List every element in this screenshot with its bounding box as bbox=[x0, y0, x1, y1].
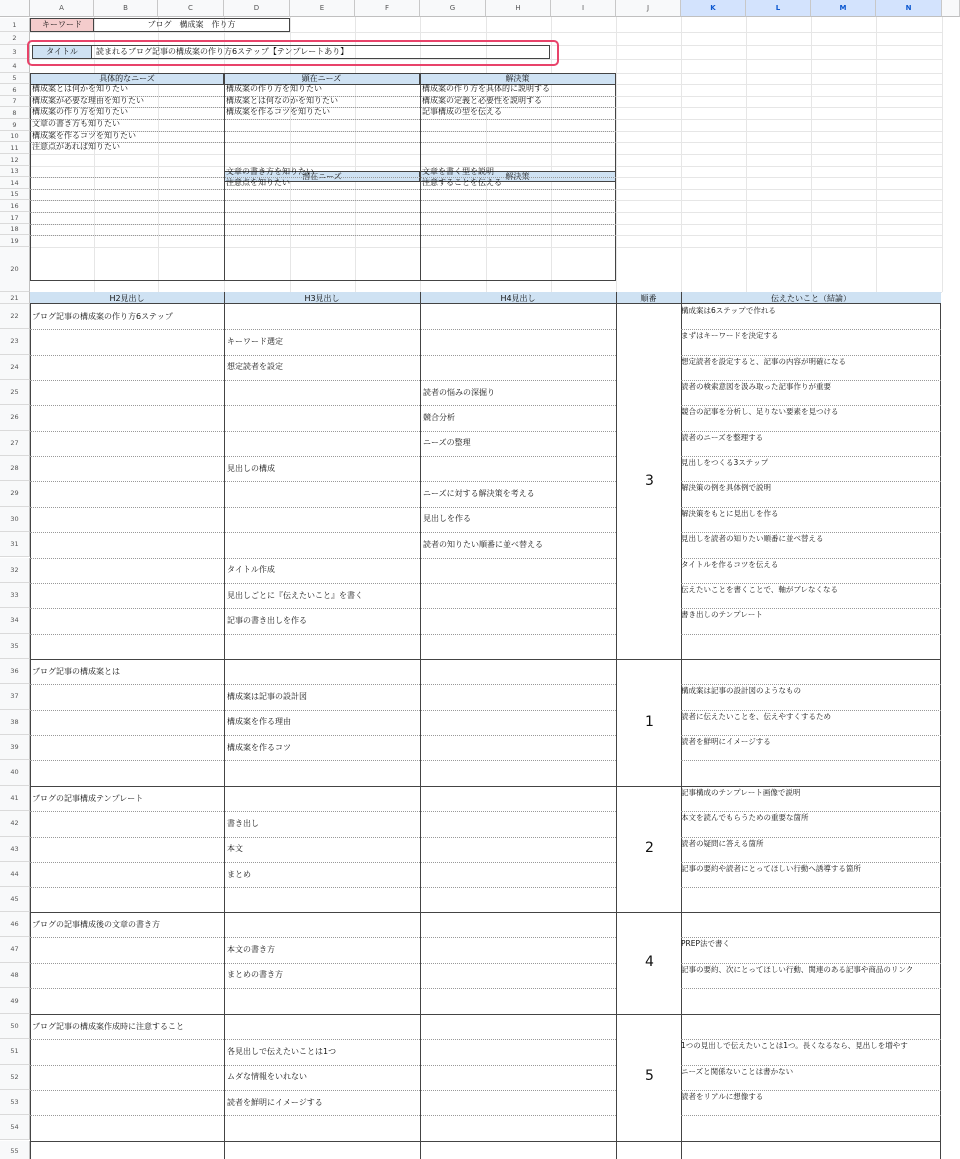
h4-header: H4見出し bbox=[500, 294, 536, 303]
conclusion-cell[interactable]: 記事の要約や読者にとってほしい行動へ誘導する箇所 bbox=[681, 863, 861, 873]
row-rule bbox=[30, 684, 616, 685]
apparent-need[interactable]: 構成案を作るコツを知りたい bbox=[226, 107, 330, 116]
order-number[interactable]: 1 bbox=[645, 713, 654, 730]
h4-heading[interactable]: 読者の知りたい順番に並べ替える bbox=[423, 539, 543, 549]
conclusion-row-rule bbox=[681, 1115, 941, 1116]
row-header-12[interactable]: 12 bbox=[0, 154, 30, 166]
row-rule bbox=[30, 988, 616, 989]
column-header-j[interactable]: J bbox=[616, 0, 681, 17]
row-header-33[interactable]: 33 bbox=[0, 583, 30, 608]
row-rule bbox=[30, 735, 616, 736]
keyword-value[interactable]: ブログ 構成案 作り方 bbox=[94, 18, 290, 32]
apparent-solution[interactable]: 記事構成の型を伝える bbox=[422, 107, 502, 116]
row-header-26[interactable]: 26 bbox=[0, 405, 30, 430]
specific-need[interactable]: 構成案が必要な理由を知りたい bbox=[32, 96, 144, 105]
row-header-5[interactable]: 5 bbox=[0, 73, 30, 84]
h2-heading[interactable]: ブログ記事の構成案の作り方6ステップ bbox=[32, 311, 173, 321]
keyword-label[interactable]: キーワード bbox=[30, 18, 94, 32]
row-rule bbox=[30, 1115, 616, 1116]
row-header-39[interactable]: 39 bbox=[0, 735, 30, 760]
h4-heading[interactable]: 競合分析 bbox=[423, 413, 455, 423]
h3-heading[interactable]: 本文 bbox=[227, 844, 243, 854]
row-header-15[interactable]: 15 bbox=[0, 189, 30, 200]
conclusion-row-rule bbox=[681, 1090, 941, 1091]
title-label[interactable]: タイトル bbox=[32, 45, 92, 59]
apparent-need[interactable]: 構成案とは何なのかを知りたい bbox=[226, 96, 338, 105]
conclusion-cell[interactable]: 書き出しのテンプレート bbox=[681, 610, 763, 620]
row-header-42[interactable]: 42 bbox=[0, 811, 30, 836]
row-rule bbox=[30, 1090, 616, 1091]
needs-row-rule bbox=[30, 177, 616, 178]
row-header-43[interactable]: 43 bbox=[0, 837, 30, 862]
row-header-11[interactable]: 11 bbox=[0, 142, 30, 154]
h3-heading[interactable]: 記事の書き出しを作る bbox=[227, 615, 307, 625]
apparent-solution[interactable]: 構成案の定義と必要性を説明する bbox=[422, 96, 542, 105]
order-number[interactable]: 5 bbox=[645, 1068, 654, 1085]
section-rule bbox=[30, 786, 941, 787]
row-rule bbox=[30, 862, 616, 863]
row-rule bbox=[30, 963, 616, 964]
row-header-52[interactable]: 52 bbox=[0, 1065, 30, 1090]
row-header-29[interactable]: 29 bbox=[0, 481, 30, 506]
row-header-48[interactable]: 48 bbox=[0, 963, 30, 988]
row-header-32[interactable]: 32 bbox=[0, 558, 30, 583]
conclusion-row-rule bbox=[681, 431, 941, 432]
needs-row-rule bbox=[30, 224, 616, 225]
h3-heading[interactable]: 想定読者を設定 bbox=[227, 362, 283, 372]
h3-heading[interactable]: まとめ bbox=[227, 869, 251, 879]
row-rule bbox=[30, 583, 616, 584]
conclusion-row-rule bbox=[681, 558, 941, 559]
row-rule bbox=[30, 1065, 616, 1066]
row-header-20[interactable]: 20 bbox=[0, 247, 30, 292]
conclusion-row-rule bbox=[681, 988, 941, 989]
h3-heading[interactable]: 各見出しで伝えたいことは1つ bbox=[227, 1046, 337, 1056]
row-header-34[interactable]: 34 bbox=[0, 608, 30, 633]
column-header-filler bbox=[942, 0, 960, 17]
row-header-31[interactable]: 31 bbox=[0, 532, 30, 557]
conclusion-cell[interactable]: 見出しをつくる3ステップ bbox=[681, 458, 769, 468]
h2-heading[interactable]: ブログの記事構成テンプレート bbox=[32, 793, 144, 803]
row-header-30[interactable]: 30 bbox=[0, 507, 30, 532]
conclusion-cell[interactable]: PREP法で書く bbox=[681, 939, 730, 949]
row-header-8[interactable]: 8 bbox=[0, 107, 30, 119]
h3-heading[interactable]: 読者を鮮明にイメージする bbox=[227, 1097, 323, 1107]
conclusion-row-rule bbox=[681, 862, 941, 863]
solution-header: 解決策 bbox=[420, 74, 615, 84]
row-rule bbox=[30, 837, 616, 838]
row-header-55[interactable]: 55 bbox=[0, 1141, 30, 1159]
specific-need[interactable]: 構成案とは何かを知りたい bbox=[32, 84, 128, 93]
conclusion-cell[interactable]: 1つの見出しで伝えたいことは1つ。長くなるなら、見出しを増やす bbox=[681, 1041, 908, 1051]
order-number[interactable]: 4 bbox=[645, 954, 654, 970]
h3-heading[interactable]: 構成案を作るコツ bbox=[227, 742, 291, 752]
h3-heading[interactable]: 見出しごとに『伝えたいこと』を書く bbox=[227, 590, 363, 600]
row-rule bbox=[30, 431, 616, 432]
row-header-19[interactable]: 19 bbox=[0, 235, 30, 247]
row-header-50[interactable]: 50 bbox=[0, 1014, 30, 1039]
row-header-41[interactable]: 41 bbox=[0, 786, 30, 811]
row-header-7[interactable]: 7 bbox=[0, 96, 30, 107]
latent-need[interactable]: 文章の書き方を知りたい bbox=[226, 167, 314, 176]
conclusion-cell[interactable]: 読者の疑問に答える箇所 bbox=[681, 838, 764, 848]
needs-row-rule bbox=[30, 119, 616, 120]
conclusion-row-rule bbox=[681, 355, 941, 356]
gridline-v bbox=[942, 17, 943, 292]
column-header-n[interactable]: N bbox=[876, 0, 942, 17]
conclusion-cell[interactable]: 解決策をもとに見出しを作る bbox=[681, 508, 779, 518]
row-header-51[interactable]: 51 bbox=[0, 1039, 30, 1064]
conclusion-row-rule bbox=[681, 583, 941, 584]
column-header-b[interactable]: B bbox=[94, 0, 158, 17]
row-header-14[interactable]: 14 bbox=[0, 177, 30, 189]
row-rule bbox=[30, 405, 616, 406]
conclusion-cell[interactable]: 見出しを読者の知りたい順番に並べ替える bbox=[681, 534, 824, 544]
conclusion-cell[interactable]: 読者をリアルに想像する bbox=[681, 1091, 764, 1101]
specific-need[interactable]: 構成案の作り方を知りたい bbox=[32, 107, 128, 116]
conclusion-cell[interactable]: タイトルを作るコツを伝える bbox=[681, 559, 779, 569]
outline-col-divider bbox=[224, 292, 225, 1159]
apparent-need[interactable]: 構成案の作り方を知りたい bbox=[226, 84, 322, 93]
row-header-46[interactable]: 46 bbox=[0, 912, 30, 937]
column-header-i[interactable]: I bbox=[551, 0, 616, 17]
row-rule bbox=[30, 532, 616, 533]
needs-row-rule bbox=[30, 212, 616, 213]
conclusion-cell[interactable]: 構成案は記事の設計図のようなもの bbox=[681, 686, 801, 696]
conclusion-row-rule bbox=[681, 837, 941, 838]
conclusion-cell[interactable]: 記事構成のテンプレート画像で説明 bbox=[681, 788, 801, 797]
h3-heading[interactable]: 構成案を作る理由 bbox=[227, 717, 291, 727]
conclusion-row-rule bbox=[681, 887, 941, 888]
column-header-f[interactable]: F bbox=[355, 0, 420, 17]
gridline-h bbox=[30, 32, 942, 33]
row-header-18[interactable]: 18 bbox=[0, 224, 30, 235]
row-header-22[interactable]: 22 bbox=[0, 304, 30, 329]
row-header-54[interactable]: 54 bbox=[0, 1115, 30, 1140]
row-rule bbox=[30, 608, 616, 609]
row-header-47[interactable]: 47 bbox=[0, 937, 30, 962]
needs-row-rule bbox=[30, 96, 616, 97]
h3-heading[interactable]: 本文の書き方 bbox=[227, 944, 275, 954]
row-rule bbox=[30, 811, 616, 812]
title-highlight-box bbox=[27, 40, 559, 66]
conclusion-row-rule bbox=[681, 963, 941, 964]
specific-need[interactable]: 構成案を作るコツを知りたい bbox=[32, 131, 136, 140]
column-header-h[interactable]: H bbox=[486, 0, 551, 17]
h3-heading[interactable]: 構成案は記事の設計図 bbox=[227, 691, 307, 701]
conclusion-cell[interactable]: 想定読者を設定すると、記事の内容が明確になる bbox=[681, 356, 846, 366]
row-header-25[interactable]: 25 bbox=[0, 380, 30, 405]
row-header-13[interactable]: 13 bbox=[0, 166, 30, 177]
row-header-17[interactable]: 17 bbox=[0, 212, 30, 224]
conclusion-cell[interactable]: 競合の記事を分析し、足りない要素を見つける bbox=[681, 407, 839, 417]
row-header-1[interactable]: 1 bbox=[0, 18, 30, 32]
order-header: 順番 bbox=[640, 294, 657, 303]
h3-heading[interactable]: ムダな情報をいれない bbox=[227, 1072, 307, 1082]
row-header-3[interactable]: 3 bbox=[0, 45, 30, 59]
conclusion-row-rule bbox=[681, 532, 941, 533]
row-rule bbox=[30, 1039, 616, 1040]
needs-row-rule bbox=[30, 142, 616, 143]
conclusion-cell[interactable]: 本文を読んでもらうための重要な箇所 bbox=[681, 813, 809, 823]
h3-heading[interactable]: 書き出し bbox=[227, 818, 259, 828]
section-rule bbox=[30, 912, 941, 913]
h2-heading[interactable]: ブログ記事の構成案作成時に注意すること bbox=[32, 1021, 184, 1031]
column-header-a[interactable]: A bbox=[30, 0, 94, 17]
conclusion-row-rule bbox=[681, 760, 941, 761]
conclusion-row-rule bbox=[681, 456, 941, 457]
row-header-10[interactable]: 10 bbox=[0, 131, 30, 142]
h4-heading[interactable]: ニーズに対する解決策を考える bbox=[423, 489, 535, 499]
conclusion-cell[interactable]: 構成案は6ステップで作れる bbox=[681, 306, 776, 315]
row-header-45[interactable]: 45 bbox=[0, 887, 30, 912]
row-header-53[interactable]: 53 bbox=[0, 1090, 30, 1115]
conclusion-cell[interactable]: 記事の要約、次にとってほしい行動、関連のある記事や商品のリンク bbox=[681, 964, 914, 974]
conclusion-header: 伝えたいこと（結論） bbox=[771, 294, 851, 303]
h3-heading[interactable]: まとめの書き方 bbox=[227, 970, 283, 980]
row-rule bbox=[30, 937, 616, 938]
row-rule bbox=[30, 329, 616, 330]
column-header-m[interactable]: M bbox=[811, 0, 876, 17]
conclusion-cell[interactable]: 伝えたいことを書くことで、軸がブレなくなる bbox=[681, 584, 839, 594]
order-number[interactable]: 3 bbox=[645, 472, 654, 489]
h4-heading[interactable]: ニーズの整理 bbox=[423, 438, 471, 448]
conclusion-cell[interactable]: 読者の検索意図を汲み取った記事作りが重要 bbox=[681, 382, 831, 392]
h4-heading[interactable]: 読者の悩みの深掘り bbox=[423, 387, 495, 397]
row-rule bbox=[30, 380, 616, 381]
section-rule bbox=[30, 1141, 941, 1142]
row-header-35[interactable]: 35 bbox=[0, 634, 30, 659]
latent-need[interactable]: 注意点を知りたい bbox=[226, 178, 290, 187]
conclusion-row-rule bbox=[681, 634, 941, 635]
specific-need[interactable]: 注意点があれば知りたい bbox=[32, 142, 120, 151]
row-rule bbox=[30, 456, 616, 457]
h4-heading[interactable]: 見出しを作る bbox=[423, 514, 471, 524]
conclusion-row-rule bbox=[681, 380, 941, 381]
row-rule bbox=[30, 887, 616, 888]
row-rule bbox=[30, 634, 616, 635]
select-all-corner[interactable] bbox=[0, 0, 30, 17]
conclusion-row-rule bbox=[681, 507, 941, 508]
section-rule bbox=[30, 659, 941, 660]
h3-heading[interactable]: 見出しの構成 bbox=[227, 463, 275, 473]
row-header-23[interactable]: 23 bbox=[0, 329, 30, 354]
apparent-solution[interactable]: 構成案の作り方を具体的に説明する bbox=[422, 84, 550, 93]
apparent-needs-header: 顕在ニーズ bbox=[224, 74, 420, 84]
needs-row-rule bbox=[30, 131, 616, 132]
column-header-g[interactable]: G bbox=[420, 0, 486, 17]
latent-solution-header: 解決策 bbox=[420, 171, 615, 182]
column-header-c[interactable]: C bbox=[158, 0, 224, 17]
conclusion-row-rule bbox=[681, 735, 941, 736]
column-header-e[interactable]: E bbox=[290, 0, 355, 17]
h3-heading[interactable]: タイトル作成 bbox=[227, 565, 275, 575]
row-rule bbox=[30, 558, 616, 559]
row-header-40[interactable]: 40 bbox=[0, 760, 30, 786]
needs-row-rule bbox=[30, 200, 616, 201]
conclusion-cell[interactable]: まずはキーワードを決定する bbox=[681, 331, 779, 341]
column-header-l[interactable]: L bbox=[746, 0, 811, 17]
outline-col-divider bbox=[420, 292, 421, 1159]
latent-solution[interactable]: 注意することを伝える bbox=[422, 178, 502, 187]
row-header-28[interactable]: 28 bbox=[0, 456, 30, 481]
row-rule bbox=[30, 507, 616, 508]
row-rule bbox=[30, 760, 616, 761]
h2-heading[interactable]: ブログの記事構成後の文章の書き方 bbox=[32, 919, 160, 929]
row-header-2[interactable]: 2 bbox=[0, 32, 30, 45]
row-header-37[interactable]: 37 bbox=[0, 684, 30, 709]
row-header-6[interactable]: 6 bbox=[0, 84, 30, 96]
section-rule bbox=[30, 1014, 941, 1015]
needs-row-rule bbox=[30, 235, 616, 236]
conclusion-cell[interactable]: 解決策の例を具体例で説明 bbox=[681, 483, 771, 493]
conclusion-cell[interactable]: 読者のニーズを整理する bbox=[681, 432, 764, 442]
row-header-36[interactable]: 36 bbox=[0, 659, 30, 684]
specific-need[interactable]: 文章の書き方も知りたい bbox=[32, 119, 120, 128]
order-number[interactable]: 2 bbox=[645, 840, 654, 856]
title-value[interactable]: 読まれるブログ記事の構成案の作り方6ステップ【テンプレートあり】 bbox=[92, 45, 550, 59]
conclusion-cell[interactable]: 読者に伝えたいことを、伝えやすくするため bbox=[681, 711, 831, 721]
conclusion-row-rule bbox=[681, 1065, 941, 1066]
row-header-27[interactable]: 27 bbox=[0, 431, 30, 456]
row-rule bbox=[30, 355, 616, 356]
row-header-4[interactable]: 4 bbox=[0, 59, 30, 73]
column-header-k[interactable]: K bbox=[681, 0, 746, 17]
conclusion-row-rule bbox=[681, 710, 941, 711]
row-rule bbox=[30, 481, 616, 482]
needs-row-rule bbox=[30, 107, 616, 108]
h3-heading[interactable]: キーワード選定 bbox=[227, 337, 283, 347]
latent-solution[interactable]: 文章を書く型を説明 bbox=[422, 167, 494, 176]
row-rule bbox=[30, 710, 616, 711]
latent-needs-header: 潜在ニーズ bbox=[225, 171, 420, 182]
row-header-38[interactable]: 38 bbox=[0, 710, 30, 735]
specific-needs-header: 具体的なニーズ bbox=[31, 74, 224, 84]
h2-heading[interactable]: ブログ記事の構成案とは bbox=[32, 666, 120, 676]
row-header-24[interactable]: 24 bbox=[0, 355, 30, 380]
conclusion-cell[interactable]: ニーズと関係ないことは書かない bbox=[681, 1066, 794, 1076]
needs-row-rule bbox=[30, 189, 616, 190]
row-header-21[interactable]: 21 bbox=[0, 292, 30, 304]
conclusion-cell[interactable]: 読者を鮮明にイメージする bbox=[681, 736, 771, 746]
row-header-16[interactable]: 16 bbox=[0, 200, 30, 212]
h2-header: H2見出し bbox=[109, 294, 145, 303]
h3-header: H3見出し bbox=[304, 294, 340, 303]
row-header-9[interactable]: 9 bbox=[0, 119, 30, 131]
column-header-d[interactable]: D bbox=[224, 0, 290, 17]
row-header-49[interactable]: 49 bbox=[0, 988, 30, 1014]
row-header-44[interactable]: 44 bbox=[0, 862, 30, 887]
